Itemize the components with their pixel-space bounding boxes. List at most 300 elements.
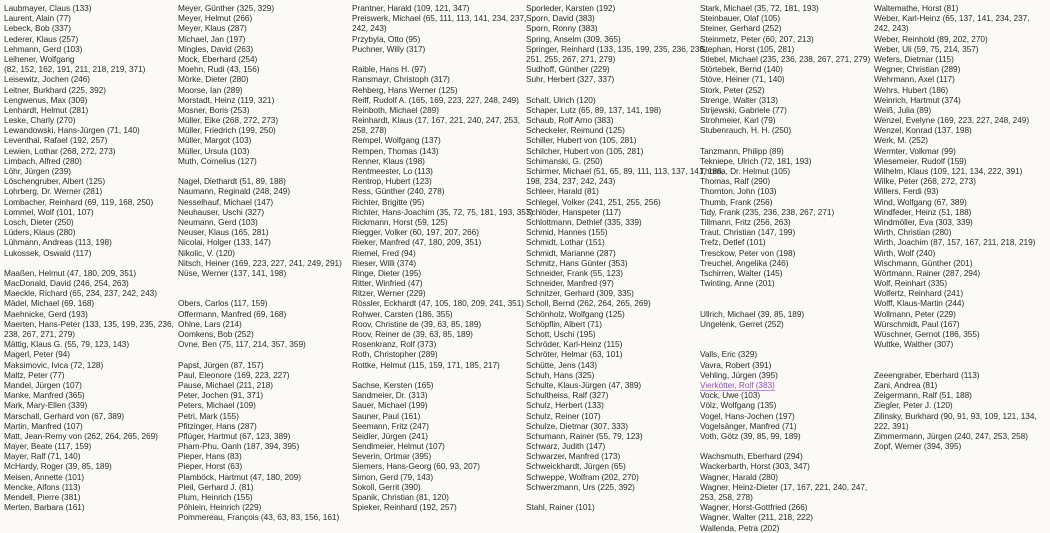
index-entry-text: Sudhoff, Günther (229) — [526, 64, 610, 75]
index-entry — [700, 411, 874, 421]
index-entry-text: Lohrberg, Dr. Werner (281) — [4, 186, 103, 197]
index-entry-text: Voth, Götz (39, 85, 99, 189) — [700, 430, 801, 441]
index-entry — [700, 13, 874, 23]
index-entry-text: Rempel, Wolfgang (137) — [352, 135, 441, 146]
index-entry-text: Schulz, Herbert (133) — [526, 400, 604, 411]
index-entry-text: Laubmayer, Claus (133) — [4, 3, 92, 13]
index-entry-text: Ovne, Ben (75, 117, 214, 357, 359) — [178, 339, 306, 350]
index-entry — [4, 502, 178, 512]
index-entry-text: Prantner, Harald (109, 121, 347) — [352, 3, 470, 13]
index-spacer — [700, 339, 874, 349]
index-entry — [526, 288, 700, 298]
index-entry — [4, 370, 178, 380]
index-entry-text: Ullrich, Michael (39, 85, 189) — [700, 308, 805, 319]
index-entry-text: Seidler, Jürgen (241) — [352, 430, 428, 441]
index-spacer — [178, 349, 352, 359]
index-entry-text: Rosenkranz, Rolf (373) — [352, 339, 437, 350]
index-entry-text: Windfeder, Heinz (51, 188) — [874, 206, 972, 217]
index-entry-text: 238, 267, 271, 279) — [4, 329, 76, 339]
index-entry-text: Schöpflin, Albert (71) — [526, 318, 602, 329]
index-entry — [526, 105, 700, 115]
index-entry-text: Schlöder, Hanspeter (117) — [526, 206, 621, 217]
index-entry — [874, 248, 1048, 258]
index-entry — [178, 64, 352, 74]
index-entry-text: Ziegler, Peter J. (120) — [874, 400, 953, 411]
index-entry — [352, 380, 526, 390]
index-entry-text: Zani, Andrea (81) — [874, 379, 938, 390]
index-entry-text: Plamböck, Hartmut (47, 180, 209) — [178, 471, 301, 482]
index-entry-text: Mark, Mary-Ellen (339) — [4, 400, 88, 411]
index-entry-text: Nagel, Diethardt (51, 89, 188) — [178, 176, 286, 187]
index-entry — [178, 186, 352, 196]
index-entry-text: Wehrmann, Axel (117) — [874, 74, 955, 85]
index-entry-text: Steinmetz, Peter (60, 207, 213) — [700, 33, 814, 44]
index-entry-text: Thomas, Ralf (290) — [700, 176, 771, 187]
index-entry — [700, 95, 874, 105]
index-entry — [4, 400, 178, 410]
index-entry — [352, 227, 526, 237]
index-entry — [700, 400, 874, 410]
index-entry — [874, 176, 1048, 186]
index-entry — [526, 421, 700, 431]
index-entry — [700, 3, 874, 13]
index-entry — [526, 298, 700, 308]
index-entry-text: Rentmeester, Lo (113) — [352, 166, 433, 176]
index-entry — [178, 319, 352, 329]
index-entry — [700, 319, 874, 329]
index-spacer — [178, 288, 352, 298]
index-entry-text: Ungelenk, Gerret (252) — [700, 318, 784, 329]
index-spacer — [526, 85, 700, 95]
index-entry — [352, 85, 526, 95]
index-entry — [526, 217, 700, 227]
index-entry-text: Wenzel, Konrad (137, 198) — [874, 125, 972, 136]
index-entry — [178, 85, 352, 95]
index-entry — [4, 248, 178, 258]
index-entry-text: Preiswerk, Michael (65, 111, 113, 141, 234, 237, — [352, 13, 527, 24]
index-column-5 — [700, 3, 874, 533]
index-entry — [178, 451, 352, 461]
index-entry — [352, 115, 526, 125]
index-entry — [526, 54, 700, 64]
index-entry — [700, 105, 874, 115]
index-entry — [526, 13, 700, 23]
index-entry — [874, 166, 1048, 176]
index-entry — [178, 34, 352, 44]
index-entry-text: Leitner, Burkhard (225, 392) — [4, 84, 106, 95]
index-entry-text: Peters, Michael (109) — [178, 400, 256, 411]
index-entry — [4, 319, 178, 329]
index-entry — [526, 95, 700, 105]
index-entry — [874, 3, 1048, 13]
index-entry — [352, 146, 526, 156]
index-entry-text: Nesselhauf, Michael (147) — [178, 196, 274, 207]
index-entry-text: Sachse, Kersten (165) — [352, 379, 434, 390]
highlighted-index-entry — [700, 380, 874, 390]
index-entry — [874, 421, 1048, 431]
index-entry — [352, 258, 526, 268]
index-entry — [178, 248, 352, 258]
index-entry-text: Mörke, Dieter (280) — [178, 74, 249, 85]
index-entry-text: Leventhal, Rafael (192, 257) — [4, 135, 108, 146]
index-entry — [178, 421, 352, 431]
index-entry — [526, 431, 700, 441]
index-entry — [4, 34, 178, 44]
index-entry — [4, 268, 178, 278]
index-entry — [178, 207, 352, 217]
index-spacer — [700, 135, 874, 145]
index-entry-text: Rieker, Manfred (47, 180, 209, 351) — [352, 237, 482, 248]
index-entry — [178, 268, 352, 278]
index-entry-text: Wolfertz, Reinhard (241) — [874, 288, 964, 299]
index-entry-text: Wüschner, Gernot (186, 355) — [874, 329, 980, 339]
index-entry — [700, 227, 874, 237]
index-entry — [700, 54, 874, 64]
index-entry-text: Lebeck, Bob (337) — [4, 23, 71, 34]
index-entry-text: Maerten, Hans-Peter (133, 135, 199, 235, 236, — [4, 318, 174, 329]
index-entry-text: Traut, Christian (147, 199) — [700, 227, 796, 238]
index-entry-text: Zimmermann, Jürgen (240, 247, 253, 258) — [874, 430, 1028, 441]
index-entry — [4, 197, 178, 207]
index-entry-text: Wachsmuth, Eberhard (294) — [700, 451, 803, 462]
index-entry — [874, 390, 1048, 400]
index-entry — [352, 125, 526, 135]
index-entry — [4, 411, 178, 421]
index-entry-text: Wilhelm, Klaus (109, 121, 134, 222, 391) — [874, 166, 1023, 176]
index-entry-text: Meyer, Helmut (266) — [178, 13, 253, 24]
index-entry-text: Tschirren, Walter (145) — [700, 267, 783, 278]
index-entry — [4, 166, 178, 176]
index-entry-text: Pieper, Horst (63) — [178, 461, 243, 472]
index-entry — [178, 461, 352, 471]
index-entry — [4, 156, 178, 166]
index-entry-text: Stephan, Horst (105, 281) — [700, 43, 795, 54]
index-entry — [700, 197, 874, 207]
index-entry-text: Sporleder, Karsten (192) — [526, 3, 616, 13]
index-entry-text: Steiner, Gerhard (252) — [700, 23, 782, 34]
index-entry — [178, 482, 352, 492]
index-entry — [178, 125, 352, 135]
index-entry-text: Vehling, Jürgen (395) — [700, 369, 778, 380]
index-entry — [874, 207, 1048, 217]
index-entry — [4, 135, 178, 145]
index-entry — [874, 54, 1048, 64]
index-entry — [874, 85, 1048, 95]
index-entry-text: Sauner, Paul (161) — [352, 410, 421, 421]
index-entry — [700, 186, 874, 196]
index-entry — [4, 105, 178, 115]
index-entry — [526, 237, 700, 247]
index-entry — [4, 176, 178, 186]
index-entry — [526, 319, 700, 329]
index-entry-text: Weber, Reinhold (89, 202, 270) — [874, 33, 988, 44]
index-entry-text: Waltemathe, Horst (81) — [874, 3, 959, 13]
index-entry — [4, 339, 178, 349]
index-entry — [352, 64, 526, 74]
index-entry — [526, 309, 700, 319]
index-entry — [352, 74, 526, 84]
index-entry — [178, 95, 352, 105]
index-entry-text: Leske, Charly (270) — [4, 115, 76, 126]
index-entry-text: Müller, Eike (268, 272, 273) — [178, 115, 279, 126]
index-entry — [874, 197, 1048, 207]
index-entry-text: Wirth, Joachim (87, 157, 167, 211, 218, 219) — [874, 237, 1036, 248]
index-entry-text: Wolff, Klaus-Martin (244) — [874, 298, 965, 309]
index-entry-text: Schweickhardt, Jürgen (65) — [526, 461, 626, 472]
index-entry-text: Völz, Wolfgang (135) — [700, 400, 777, 411]
index-entry — [874, 268, 1048, 278]
index-entry — [526, 360, 700, 370]
index-entry-text: Schirmer, Michael (51, 65, 89, 111, 113, 137, 141, 188, — [526, 166, 724, 176]
index-entry — [178, 146, 352, 156]
index-entry — [4, 125, 178, 135]
index-entry — [700, 176, 874, 186]
index-entry — [874, 380, 1048, 390]
index-entry-text: Zeigermann, Ralf (51, 188) — [874, 390, 972, 401]
index-entry-text: Lengwenus, Max (309) — [4, 94, 88, 105]
index-entry-text: Martin, Manfred (107) — [4, 420, 83, 431]
index-spacer — [352, 370, 526, 380]
index-entry — [700, 431, 874, 441]
index-entry — [874, 125, 1048, 135]
index-entry — [352, 34, 526, 44]
index-entry — [874, 23, 1048, 33]
index-entry-text: Stark, Michael (35, 72, 181, 193) — [700, 3, 819, 13]
index-entry-text: Wagner, Heinz-Dieter (17, 167, 221, 240, 247, — [700, 481, 868, 492]
index-entry-text: Leisewitz, Jochen (246) — [4, 74, 91, 85]
index-entry — [4, 115, 178, 125]
index-entry — [526, 125, 700, 135]
index-entry-text: Strohmeier, Karl (79) — [700, 115, 776, 126]
index-entry-text: Spieker, Reinhard (192, 257) — [352, 502, 457, 513]
index-entry-text: Lühmann, Andreas (113, 198) — [4, 237, 112, 248]
index-entry-text: Pommereau, François (43, 63, 83, 156, 161) — [178, 512, 340, 523]
index-entry — [178, 115, 352, 125]
index-entry-text: 251, 255, 267, 271, 279) — [526, 53, 616, 64]
index-entry-text: Maaßen, Helmut (47, 180, 209, 351) — [4, 267, 137, 278]
index-entry — [526, 329, 700, 339]
index-column-2 — [178, 3, 352, 523]
index-entry-text: Spanik, Christian (81, 120) — [352, 492, 449, 502]
index-spacer — [700, 288, 874, 298]
index-entry-text: Nikolic, V. (120) — [178, 247, 235, 258]
index-entry — [700, 370, 874, 380]
index-entry — [178, 176, 352, 186]
index-entry-text: Zeeengraber, Eberhard (113) — [874, 369, 980, 380]
index-entry — [352, 288, 526, 298]
index-entry-text: Tekniepe, Ulrich (72, 181, 193) — [700, 155, 812, 166]
index-entry-text: Riegger, Volker (60, 197, 207, 266) — [352, 227, 479, 238]
index-entry — [352, 390, 526, 400]
index-entry — [526, 400, 700, 410]
index-entry-text: Wallenda, Petra (202) — [700, 522, 780, 533]
index-entry — [178, 400, 352, 410]
index-entry — [874, 278, 1048, 288]
index-entry — [4, 207, 178, 217]
index-entry — [178, 54, 352, 64]
index-entry — [4, 380, 178, 390]
index-entry-text: Morstadt, Heinz (119, 321) — [178, 94, 275, 105]
index-entry-text: Pause, Michael (211, 218) — [178, 379, 273, 390]
index-entry-text: Sporn, David (383) — [526, 13, 595, 24]
index-entry-text: Trefz, Detlef (101) — [700, 237, 766, 248]
index-entry — [700, 492, 874, 502]
index-entry-text: Vierkötter, Rolf (383) — [700, 379, 775, 390]
index-entry-text: Schleer, Harald (81) — [526, 186, 599, 197]
index-entry — [352, 451, 526, 461]
index-entry — [178, 156, 352, 166]
index-entry — [700, 248, 874, 258]
index-entry-text: Schuh, Hans (325) — [526, 369, 595, 380]
index-entry — [4, 390, 178, 400]
index-entry-text: Puchner, Willy (317) — [352, 43, 426, 54]
index-entry — [4, 146, 178, 156]
index-entry — [178, 258, 352, 268]
index-entry — [178, 431, 352, 441]
index-entry-text: Weinrich, Hartmut (374) — [874, 94, 961, 105]
index-entry-text: 258, 278) — [352, 125, 387, 136]
index-entry-text: Lewien, Lothar (268, 272, 273) — [4, 145, 116, 156]
index-entry — [526, 472, 700, 482]
index-entry-text: Weber, Uli (59, 75, 214, 357) — [874, 43, 979, 54]
index-entry-text: Rössler, Eckhardt (47, 105, 180, 209, 241, 351) — [352, 298, 524, 309]
index-entry — [874, 370, 1048, 380]
index-entry-text: Maehnicke, Gerd (193) — [4, 308, 88, 319]
index-entry-text: Schwarz, Judith (147) — [526, 441, 606, 452]
index-entry — [352, 186, 526, 196]
index-entry-text: Merten, Barbara (161) — [4, 502, 85, 513]
index-entry — [526, 115, 700, 125]
index-entry — [700, 482, 874, 492]
index-entry — [874, 329, 1048, 339]
index-entry-text: Wörtmann, Rainer (287, 294) — [874, 267, 981, 278]
index-entry-text: Pöhlein, Heinrich (229) — [178, 502, 262, 513]
index-entry-text: Petri, Mark (155) — [178, 410, 239, 421]
index-entry-text: Twinting, Anne (201) — [700, 278, 775, 289]
index-entry-text: Obers, Carlos (117, 159) — [178, 298, 268, 309]
index-entry-text: Schnitzer, Gerhard (309, 335) — [526, 288, 634, 299]
index-entry — [526, 207, 700, 217]
index-entry-text: Schumann, Rainer (55, 79, 123) — [526, 430, 643, 441]
index-entry-text: Zilinsky, Burkhard (90, 91, 93, 109, 121, 134, — [874, 410, 1037, 421]
index-entry-text: Stahl, Rainer (101) — [526, 502, 595, 513]
index-entry-text: Schulte, Klaus-Jürgen (47, 389) — [526, 379, 642, 390]
index-entry-text: Strijewski, Gabriele (77) — [700, 104, 787, 115]
index-entry-text: Sokoll, Gerrit (390) — [352, 481, 421, 492]
index-entry-text: Schmitz, Hans Günter (353) — [526, 257, 628, 268]
index-entry — [178, 472, 352, 482]
index-entry-text: Steinbauer, Olaf (105) — [700, 13, 781, 24]
index-entry-text: Mingles, David (263) — [178, 43, 254, 54]
index-entry — [4, 298, 178, 308]
index-entry — [700, 207, 874, 217]
index-entry — [526, 197, 700, 207]
index-entry — [352, 431, 526, 441]
index-entry — [874, 339, 1048, 349]
index-entry — [178, 217, 352, 227]
index-entry-text: Pham-Phu, Oanh (187, 394, 395) — [178, 441, 300, 452]
index-entry — [700, 64, 874, 74]
index-entry — [874, 105, 1048, 115]
index-entry — [700, 451, 874, 461]
index-entry — [700, 74, 874, 84]
index-entry — [700, 125, 874, 135]
index-entry — [4, 309, 178, 319]
index-entry — [874, 115, 1048, 125]
index-entry-text: Lenhardt, Helmut (281) — [4, 104, 89, 115]
index-entry — [352, 3, 526, 13]
index-entry — [874, 156, 1048, 166]
index-entry-text: Ransmayr, Christoph (317) — [352, 74, 450, 85]
index-entry — [526, 186, 700, 196]
index-entry — [352, 13, 526, 23]
index-entry — [352, 502, 526, 512]
index-entry — [526, 23, 700, 33]
index-entry — [874, 309, 1048, 319]
index-entry-text: Strenge, Walter (313) — [700, 94, 778, 105]
index-entry-text: Schmidt, Marianne (287) — [526, 247, 616, 258]
index-entry-text: Riemel, Fred (94) — [352, 247, 416, 258]
index-entry-text: Seemann, Fritz (247) — [352, 420, 429, 431]
index-entry-text: Renner, Klaus (198) — [352, 155, 425, 166]
index-entry-text: Pflüger, Hartmut (67, 123, 389) — [178, 430, 291, 441]
index-entry — [526, 268, 700, 278]
index-entry-text: Reinboth, Michael (289) — [352, 104, 439, 115]
index-entry — [178, 298, 352, 308]
index-entry — [4, 492, 178, 502]
index-entry — [526, 64, 700, 74]
index-entry — [700, 268, 874, 278]
index-entry — [700, 421, 874, 431]
index-entry-text: Roov, Reiner de (39, 63, 85, 189) — [352, 329, 473, 339]
index-entry — [4, 329, 178, 339]
index-entry — [352, 421, 526, 431]
index-entry-text: Roth, Christopher (289) — [352, 349, 438, 360]
index-entry-text: Pieper, Hans (83) — [178, 451, 242, 462]
index-entry-text: Paul, Eleonore (169, 223, 227) — [178, 369, 290, 380]
index-entry-text: Thumb, Frank (256) — [700, 196, 773, 207]
index-entry-text: Scheckeler, Reimund (125) — [526, 125, 625, 136]
index-entry — [352, 400, 526, 410]
index-entry — [526, 43, 707, 54]
index-entry-text: Reiff, Rudolf A. (165, 169, 223, 227, 248, 249) — [352, 94, 519, 105]
index-entry — [4, 441, 178, 451]
index-entry-text: Rickmann, Horst (59, 125) — [352, 216, 448, 227]
index-entry-text: Wagner, Walter (211, 218, 222) — [700, 512, 814, 523]
index-spacer — [178, 278, 352, 288]
index-entry — [4, 85, 178, 95]
index-entry — [700, 349, 874, 359]
index-entry-text: Wagner, Harald (280) — [700, 471, 779, 482]
index-entry-text: Schiller, Hubert von (105, 281) — [526, 135, 637, 146]
index-entry-text: 222, 391) — [874, 420, 909, 431]
index-entry — [4, 217, 178, 227]
index-entry — [874, 227, 1048, 237]
index-entry — [700, 115, 874, 125]
index-entry — [874, 411, 1048, 421]
index-entry-text: Zopf, Werner (394, 395) — [874, 441, 962, 452]
index-entry — [352, 319, 526, 329]
index-entry-text: Schweppe, Wolfram (202, 270) — [526, 471, 639, 482]
index-entry-text: Schwerzmann, Urs (225, 392) — [526, 481, 635, 492]
index-entry-text: Moehn, Rudi (43, 156) — [178, 64, 260, 75]
index-entry-text: 242, 243) — [352, 23, 387, 34]
index-entry — [4, 482, 178, 492]
index-entry-text: Rempen, Thomas (143) — [352, 145, 439, 156]
index-entry — [352, 197, 526, 207]
index-entry — [4, 431, 178, 441]
index-entry-text: 198, 234, 237, 242, 243) — [526, 176, 616, 187]
